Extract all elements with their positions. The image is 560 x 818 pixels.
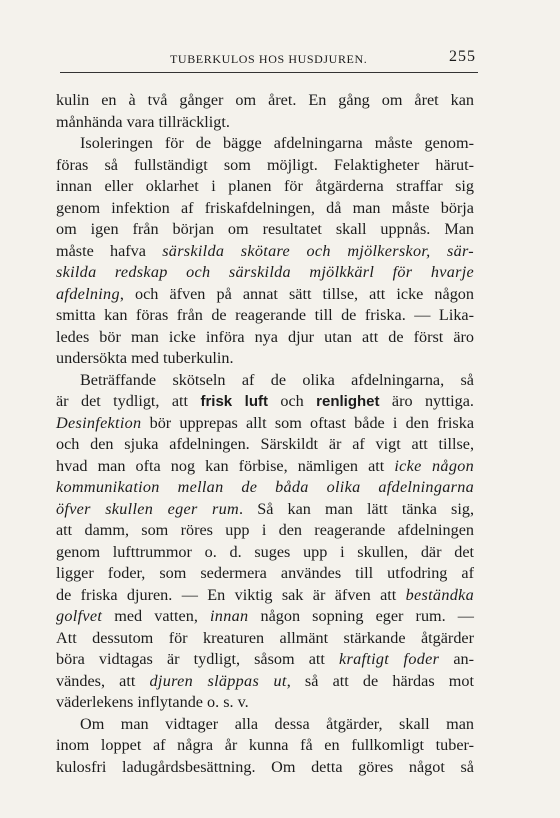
text-segment: ligger foder, som sedermera användes till utfodring af [56,564,474,582]
text-line [56,391,474,413]
text-segment: med vatten, [102,607,210,625]
text-line [56,606,474,628]
text-segment: smitta kan föras från de reagerande till de friska. — Lika- [56,306,474,324]
text-segment: Beträffande skötseln af de olika afdelningarna, så [80,370,474,389]
text-line [56,628,474,650]
text-line [56,671,474,693]
text-line [56,198,474,220]
text-line [56,284,474,306]
italic-text: skilda redskap och särskilda mjölkkärl för hvarje [56,263,474,281]
text-segment: månhända vara tillräckligt. [56,112,230,131]
text-line [56,692,474,714]
italic-text: afdelning [56,284,120,303]
text-line [56,477,474,499]
text-segment: böra vidtagas är tydligt, såsom att [56,650,340,668]
text-line [56,499,474,521]
text-segment: Isoleringen för de bägge afdelningarna måste genom- [80,134,474,152]
body-text [56,90,474,778]
italic-text: särskilda skötare och mjölkerskor, sär- [162,241,474,260]
text-line [56,520,474,542]
text-line [56,112,474,134]
text-segment: hvad man ofta nog kan förbise, nämligen att [56,456,395,475]
italic-text: kommunikation mellan de båda olika afdelningarna [56,478,474,496]
text-segment: an- [439,650,475,668]
text-segment: , så att de härdas mot [286,671,474,690]
text-segment: och den sjuka afdelningen. Särskildt är af vigt att tillse, [56,435,474,453]
text-line [56,585,474,607]
bold-text: frisk luft [200,393,268,410]
text-segment: Om man vidtager alla dessa åtgärder, skall man [80,714,474,733]
text-segment: vändes, att [56,671,150,690]
text-segment: , och äfven på annat sätt tillse, att icke någon [119,284,474,303]
italic-text: öfver skullen eger rum [56,499,239,518]
text-segment: kulin en à två gånger om året. En gång om året kan [56,91,474,109]
italic-text: kraftigt foder [339,650,440,668]
italic-text: golfvet [56,607,103,625]
text-line [56,649,474,671]
text-line [56,757,474,779]
text-line [56,348,474,370]
text-line [56,714,474,736]
text-segment: genom lufttrummor o. d. suges upp i skullen, där det [56,542,474,561]
text-segment: är det tydligt, att [56,392,201,410]
text-line [56,370,474,392]
text-segment: måste hafva [56,241,163,260]
page-header [60,50,478,73]
bold-text: renlighet [316,393,380,410]
text-line [56,305,474,327]
italic-text: icke någon [394,456,474,475]
text-segment: genom infektion af friskafdelningen, då man måste börja [56,198,474,217]
text-line [56,413,474,435]
text-line [56,563,474,585]
text-line [56,176,474,198]
italic-text: djuren släppas ut [149,671,287,690]
text-line [56,262,474,284]
text-line [56,241,474,263]
text-segment: kulosfri ladugårdsbesättning. Om detta göres något så [56,757,474,776]
text-segment: Att dessutom för kreaturen allmänt stärkande åtgärder [56,628,474,647]
italic-text: beständka [405,585,474,604]
text-line [56,155,474,177]
page-number: 255 [449,48,476,65]
text-line [56,90,474,112]
text-segment: om igen från början om resultatet skall uppnås. Man [56,220,474,238]
text-segment: inom loppet af några år kunna få en fullkomligt tuber- [56,736,474,754]
text-segment: de friska djuren. — En viktig sak är äfven att [56,585,406,604]
text-segment: att damm, som röres upp i den reagerande afdelningen [56,521,474,539]
text-segment: undersökta med tuberkulin. [56,349,234,367]
text-segment: föras så fullständigt som möjligt. Felaktigheter härut- [56,155,474,174]
text-segment: någon sopning eger rum. — [248,607,474,625]
text-segment: och [267,392,317,410]
italic-text: Desinfektion [56,413,142,432]
text-line [56,456,474,478]
text-line [56,735,474,757]
text-segment: ledes bör man icke införa nya djur utan att de först äro [56,327,474,346]
text-line [56,327,474,349]
italic-text: innan [210,607,249,625]
text-line [56,434,474,456]
text-line [56,542,474,564]
text-segment: innan eller oklarhet i planen för åtgärderna straffar sig [56,177,474,195]
running-title: TUBERKULOS HOS HUSDJUREN. [170,52,368,66]
text-segment: . Så kan man lätt tänka sig, [239,499,474,518]
text-line [56,219,474,241]
text-segment: äro nyttiga. [379,392,474,410]
text-segment: väderlekens inflytande o. s. v. [56,693,249,711]
text-line [56,133,474,155]
text-segment: bör upprepas allt som oftast både i den friska [141,413,474,432]
